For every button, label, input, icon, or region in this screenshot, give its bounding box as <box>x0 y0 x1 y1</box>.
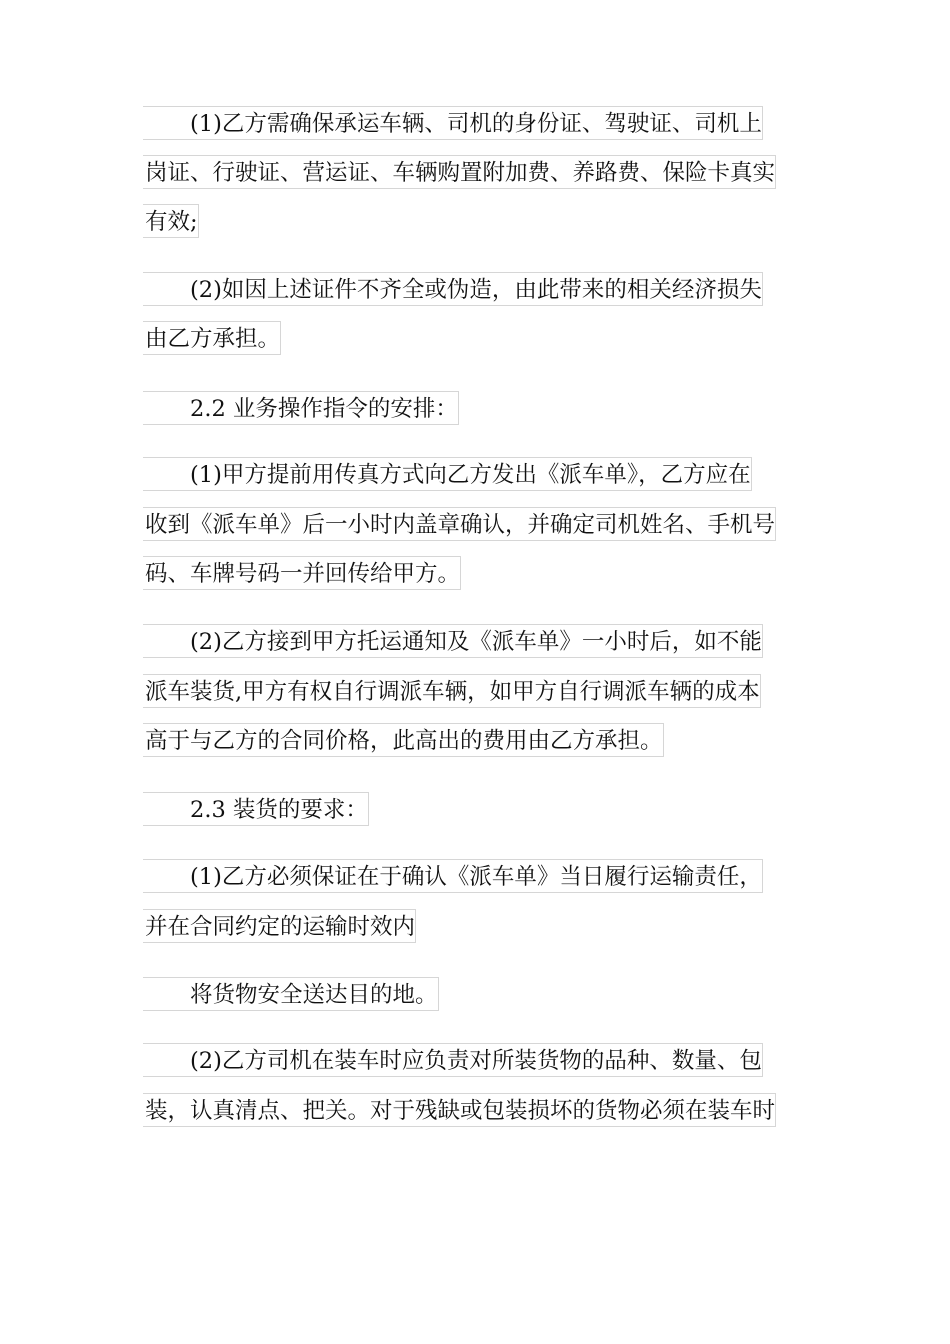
paragraph-line: 装，认真清点、把关。对于残缺或包装损坏的货物必须在装车时 <box>143 1093 776 1127</box>
paragraph-line: (1)乙方必须保证在于确认《派车单》当日履行运输责任， <box>143 859 763 893</box>
paragraph-line: (2)乙方司机在装车时应负责对所装货物的品种、数量、包 <box>143 1043 763 1077</box>
paragraph-line: 码、车牌号码一并回传给甲方。 <box>143 556 461 590</box>
section-heading: 2.3 装货的要求： <box>143 792 369 826</box>
paragraph-line: 派车装货,甲方有权自行调派车辆，如甲方自行调派车辆的成本 <box>143 674 761 708</box>
paragraph-line: 收到《派车单》后一小时内盖章确认，并确定司机姓名、手机号 <box>143 507 776 541</box>
section-heading: 2.2 业务操作指令的安排： <box>143 391 459 425</box>
paragraph-line: 高于与乙方的合同价格，此高出的费用由乙方承担。 <box>143 723 664 757</box>
paragraph-line: 岗证、行驶证、营运证、车辆购置附加费、养路费、保险卡真实 <box>143 155 776 189</box>
paragraph-line: (1)甲方提前用传真方式向乙方发出《派车单》，乙方应在 <box>143 457 752 491</box>
paragraph-line: (2)乙方接到甲方托运通知及《派车单》一小时后，如不能 <box>143 624 763 658</box>
paragraph-line: 有效; <box>143 204 199 238</box>
paragraph-line: 并在合同约定的运输时效内 <box>143 909 416 943</box>
paragraph-line: 将货物安全送达目的地。 <box>143 977 439 1011</box>
paragraph-line: (1)乙方需确保承运车辆、司机的身份证、驾驶证、司机上 <box>143 106 763 140</box>
paragraph-line: 由乙方承担。 <box>143 321 281 355</box>
paragraph-line: (2)如因上述证件不齐全或伪造，由此带来的相关经济损失 <box>143 272 763 306</box>
